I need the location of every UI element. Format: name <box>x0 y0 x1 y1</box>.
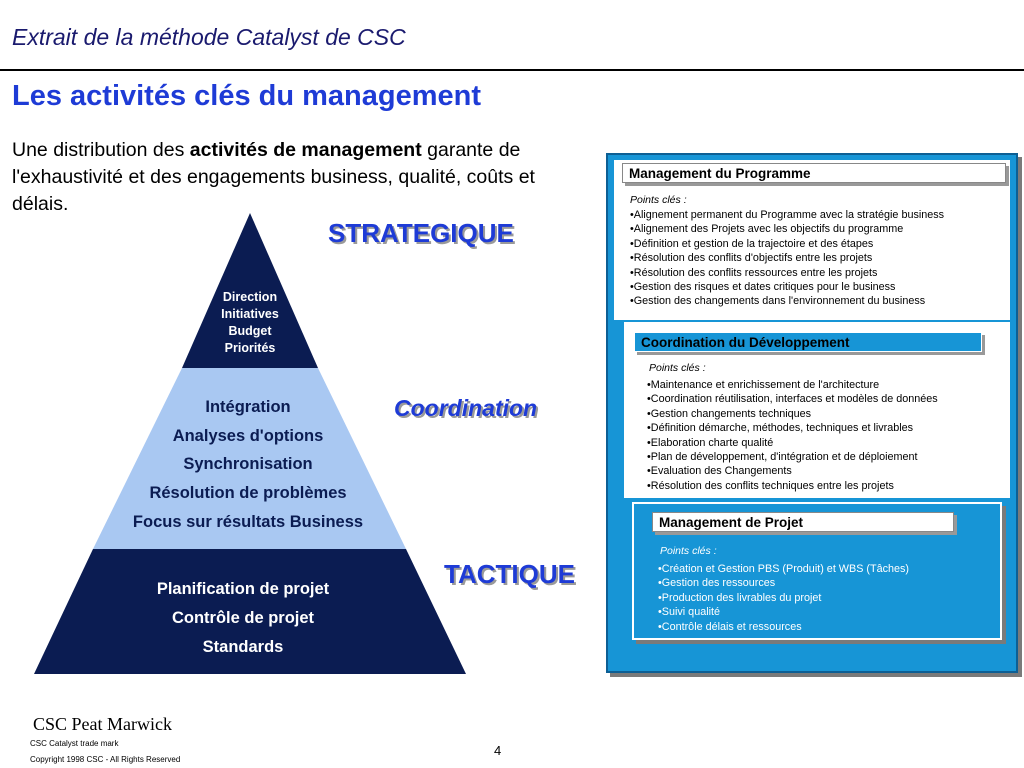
pyramid-item: Planification de projet <box>156 580 330 598</box>
pyramid-top-items <box>185 289 315 357</box>
list-item: • Maintenance et enrichissement de l'architecture <box>647 378 938 392</box>
projet-points-title: Points clés : <box>660 545 717 557</box>
footer-company: CSC Peat Marwick <box>33 714 172 734</box>
intro-paragraph <box>12 137 592 218</box>
label-strategique: STRATEGIQUE <box>328 218 514 248</box>
footer-trademark: CSC Catalyst trade mark <box>30 739 119 748</box>
list-item: • Résolution des conflits d'objectifs entre les projets <box>630 251 944 265</box>
pyramid-bottom-items <box>70 575 416 662</box>
list-item: • Alignement permanent du Programme avec la stratégie business <box>630 208 944 222</box>
list-item: • Gestion changements techniques <box>647 407 938 421</box>
programme-points-title: Points clés : <box>630 194 687 206</box>
list-item: • Evaluation des Changements <box>647 464 938 478</box>
list-item: • Contrôle délais et ressources <box>658 620 909 634</box>
pyramid-item: Résolution de problèmes <box>149 484 347 503</box>
slide-title: Les activités clés du management <box>12 80 482 112</box>
programme-header: Management du Programme <box>622 163 1006 183</box>
list-item: • Plan de développement, d'intégration et de déploiement <box>647 450 938 464</box>
header-divider <box>0 69 1024 71</box>
page-number: 4 <box>494 743 502 758</box>
footer-copyright: Copyright 1998 CSC - All Rights Reserved <box>30 755 181 764</box>
pyramid-item: Standards <box>202 638 284 656</box>
list-item: • Résolution des conflits ressources entre les projets <box>630 266 944 280</box>
list-item: • Alignement des Projets avec les objectifs du programme <box>630 222 944 236</box>
list-item: • Résolution des conflits techniques entre les projets <box>647 479 938 493</box>
intro-text-bold: activités de management <box>189 139 422 161</box>
pyramid-item: Priorités <box>224 341 276 355</box>
list-item: • Gestion des ressources <box>658 576 909 590</box>
projet-points-list <box>658 562 909 634</box>
slide-header: Extrait de la méthode Catalyst de CSC <box>12 24 406 50</box>
pyramid-item: Intégration <box>205 398 291 416</box>
list-item: • Gestion des changements dans l'environnement du business <box>630 294 944 308</box>
pyramid-middle-items <box>90 393 406 537</box>
intro-text-after: garante de l'exhaustivité et des engagements business, qualité, coûts et délais. <box>12 139 535 215</box>
label-coordination: Coordination <box>394 395 538 421</box>
list-item: • Définition et gestion de la trajectoire et des étapes <box>630 237 944 251</box>
coordination-points-list <box>647 378 938 493</box>
coordination-points-title: Points clés : <box>649 362 706 374</box>
list-item: • Elaboration charte qualité <box>647 436 938 450</box>
programme-points-list <box>630 208 944 309</box>
list-item: • Gestion des risques et dates critiques pour le business <box>630 280 944 294</box>
pyramid-item: Direction <box>222 290 278 304</box>
list-item: • Création et Gestion PBS (Produit) et WBS (Tâches) <box>658 562 909 576</box>
pyramid-item: Analyses d'options <box>172 426 324 445</box>
coordination-header: Coordination du Développement <box>634 332 982 352</box>
list-item: • Définition démarche, méthodes, techniques et livrables <box>647 421 938 435</box>
list-item: • Suivi qualité <box>658 605 909 619</box>
pyramid-item: Synchronisation <box>183 455 313 474</box>
list-item: • Production des livrables du projet <box>658 591 909 605</box>
pyramid-item: Focus sur résultats Business <box>132 512 364 531</box>
label-tactique: TACTIQUE <box>444 559 575 589</box>
intro-text-before: Une distribution des <box>12 139 190 161</box>
projet-header: Management de Projet <box>652 512 954 532</box>
pyramid-item: Budget <box>228 324 272 338</box>
pyramid-item: Initiatives <box>221 307 279 321</box>
pyramid-item: Contrôle de projet <box>171 609 315 627</box>
list-item: • Coordination réutilisation, interfaces et modèles de données <box>647 392 938 406</box>
